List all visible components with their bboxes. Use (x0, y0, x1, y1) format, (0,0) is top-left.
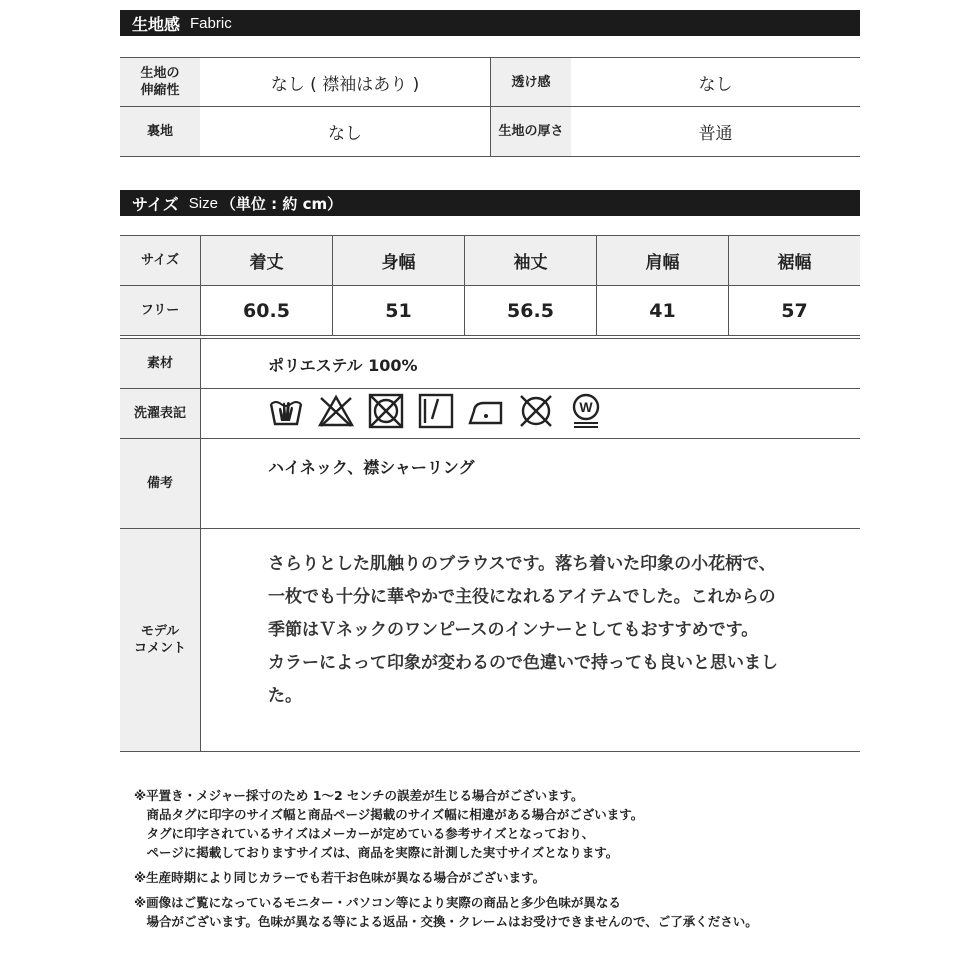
size-section-header (120, 190, 860, 216)
divider (120, 438, 860, 439)
size-title-en: Size (188, 194, 218, 212)
note-line: ※生産時期により同じカラーでも若干お色味が異なる場合がございます。 (134, 870, 546, 885)
wet-clean-icon (568, 393, 604, 429)
no-dry-clean-icon (518, 393, 554, 429)
model-comment (268, 548, 778, 713)
remarks-label: 備考 (120, 439, 200, 528)
thickness-label: 生地の厚さ (491, 107, 571, 156)
size-value: 51 (385, 299, 412, 322)
divider (120, 335, 860, 336)
column-header: 袖丈 (465, 236, 596, 285)
divider (120, 388, 860, 389)
size-value: 41 (649, 299, 676, 322)
line-dry-icon (418, 393, 454, 429)
hand-wash-icon (268, 393, 304, 429)
material-value: ポリエステル 100% (268, 356, 418, 375)
comment-line: た。 (268, 686, 302, 706)
comment-line: カラーによって印象が変わるので色違いで持っても良いと思いまし (268, 653, 778, 673)
sheerness-value: なし (698, 74, 733, 95)
svg-text:W: W (579, 399, 593, 415)
note-line: 商品タグに印字のサイズ幅と商品ページ掲載のサイズ幅に相違がある場合がございます。 (134, 807, 644, 822)
note-line: ページに掲載しておりますサイズは、商品を実際に計測した実寸サイズとなります。 (134, 845, 619, 860)
care-label: 洗濯表記 (120, 389, 200, 438)
note-line: 場合がございます。色味が異なる等による返品・交換・クレームはお受けできませんので、ご了承ください。 (134, 914, 758, 929)
size-title: サイズ (132, 194, 179, 214)
fabric-title: 生地感 (132, 14, 181, 34)
divider (120, 528, 860, 529)
material-label: 素材 (120, 339, 200, 388)
sheerness-label: 透け感 (491, 58, 571, 106)
column-header: 裾幅 (729, 236, 860, 285)
care-icons (268, 393, 618, 429)
size-row-label: フリー (120, 286, 200, 335)
comment-line: 季節はＶネックのワンピースのインナーとしてもおすすめです。 (268, 620, 759, 640)
comment-line: 一枚でも十分に華やかで主役になれるアイテムでした。これからの (268, 587, 776, 607)
size-value: 60.5 (243, 299, 290, 322)
iron-low-icon (468, 393, 504, 429)
divider (120, 338, 860, 339)
fabric-section-header (120, 10, 860, 36)
note-line: ※平置き・メジャー採寸のため 1〜2 センチの誤差が生じる場合がございます。 (134, 788, 584, 803)
stretch-value: なし ( 襟袖はあり ) (270, 74, 420, 95)
lining-label: 裏地 (120, 107, 200, 156)
column-header: 肩幅 (597, 236, 728, 285)
divider (120, 751, 860, 752)
size-value: 56.5 (507, 299, 554, 322)
size-value: 57 (781, 299, 808, 322)
no-tumble-dry-icon (368, 393, 404, 429)
comment-line: さらりとした肌触りのブラウスです。落ち着いた印象の小花柄で、 (268, 554, 776, 574)
note-line: タグに印字されているサイズはメーカーが定めている参考サイズとなっており、 (134, 826, 595, 841)
remarks-value: ハイネック、襟シャーリング (268, 458, 475, 477)
divider (200, 339, 201, 752)
notes (134, 786, 758, 931)
note-line: ※画像はご覧になっているモニター・パソコン等により実際の商品と多少色味が異なる (134, 895, 621, 910)
size-unit: （単位 : 約 cm） (220, 194, 343, 213)
stretch-label: 生地の 伸縮性 (120, 58, 200, 106)
thickness-value: 普通 (698, 124, 733, 144)
size-header-label: サイズ (120, 236, 200, 285)
lining-value: なし (328, 124, 362, 144)
column-header: 着丈 (201, 236, 332, 285)
comment-label: モデル コメント (120, 529, 200, 751)
column-header: 身幅 (333, 236, 464, 285)
no-bleach-icon (318, 393, 354, 429)
fabric-title-en: Fabric (190, 14, 232, 32)
